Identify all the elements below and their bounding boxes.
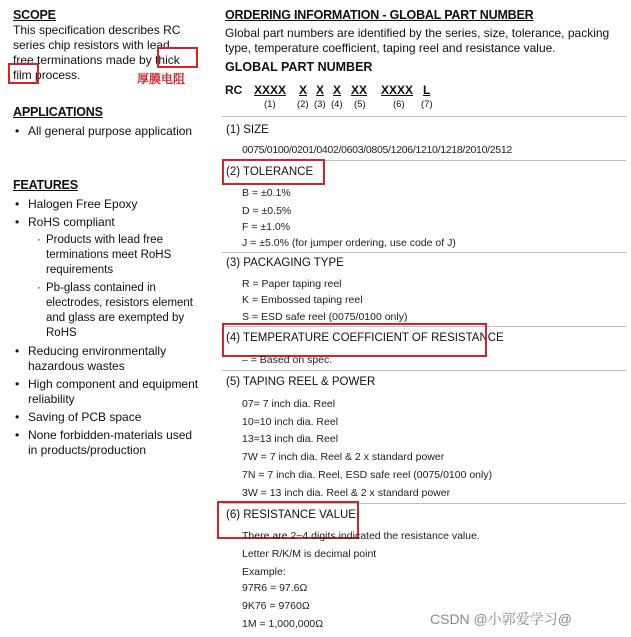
tolerance-item: B = ±0.1% (242, 187, 291, 199)
packaging-item: K = Embossed taping reel (242, 294, 363, 306)
reel-item: 07= 7 inch dia. Reel (242, 398, 336, 410)
sub-list (36, 233, 203, 341)
reel-item: 10=10 inch dia. Reel (242, 416, 339, 428)
pn-label: (2) (297, 99, 309, 110)
resistance-item: 1M = 1,000,000Ω (242, 618, 324, 630)
list-item: · Products with lead free terminations meet RoHS requirements (36, 233, 203, 278)
section-title-resistance: (6) RESISTANCE VALUE (226, 509, 356, 521)
list-item: • Halogen Free Epoxy (13, 197, 203, 212)
scope-word-film: film (13, 68, 32, 82)
resistance-item: 9K76 = 9760Ω (242, 600, 310, 612)
divider (222, 116, 626, 117)
section-title-size: (1) SIZE (226, 124, 269, 136)
scope-heading: SCOPE (13, 8, 56, 22)
tolerance-item: J = ±5.0% (for jumper ordering, use code of J) (242, 237, 456, 249)
divider (222, 370, 626, 371)
list-item: · Pb-glass contained in electrodes, resistors element and glass are exempted by RoHS (36, 281, 203, 341)
resistance-item: 97R6 = 97.6Ω (242, 582, 308, 594)
ordering-heading: ORDERING INFORMATION - GLOBAL PART NUMBER (225, 8, 534, 22)
pn-code: XX (351, 83, 368, 97)
resistance-item: There are 2~4 digits indicated the resistance value. (242, 530, 480, 542)
pn-code: XXXX (254, 83, 287, 97)
features-heading: FEATURES (13, 178, 78, 192)
tolerance-item: D = ±0.5% (242, 205, 292, 217)
reel-item: 7W = 7 inch dia. Reel & 2 x standard power (242, 451, 445, 463)
features-list (13, 197, 203, 461)
gpn-heading: GLOBAL PART NUMBER (225, 60, 373, 74)
pn-label: (5) (354, 99, 366, 110)
pn-code: XXXX (381, 83, 414, 97)
section-title-tolerance: (2) TOLERANCE (226, 166, 314, 178)
resistance-item: Letter R/K/M is decimal point (242, 548, 377, 560)
pn-code: X (299, 83, 308, 97)
scope-line-part: process. (35, 68, 81, 82)
tolerance-item: F = ±1.0% (242, 221, 291, 233)
ordering-text: Global part numbers are identified by the series, size, tolerance, packing type, temperature coefficient, taping reel and resistance value. (225, 26, 610, 55)
scope-line: This specification describes RC (13, 23, 181, 37)
reel-item: 13=13 inch dia. Reel (242, 433, 339, 445)
list-item: • None forbidden-materials used in products/production (13, 428, 203, 458)
packaging-item: S = ESD safe reel (0075/0100 only) (242, 311, 408, 323)
tcr-item: – = Based on spec. (242, 354, 333, 366)
resistance-item: Example: (242, 566, 286, 578)
highlight-box-tolerance (222, 159, 325, 185)
pn-prefix: RC (225, 83, 243, 97)
list-item: • All general purpose application (13, 124, 213, 139)
watermark: CSDN @小郭爱学习@ (430, 611, 572, 627)
applications-list (13, 124, 213, 142)
scope-word-thick: thick (155, 53, 180, 67)
divider (222, 252, 626, 253)
scope-line-part: free terminations made by (13, 53, 152, 67)
list-item-label: RoHS compliant (28, 215, 115, 229)
highlight-box-thick (157, 47, 198, 68)
reel-item: 7N = 7 inch dia. Reel, ESD safe reel (0075/0100 only) (242, 469, 493, 481)
pn-code: L (423, 83, 431, 97)
packaging-item: R = Paper taping reel (242, 278, 342, 290)
list-item (13, 215, 203, 341)
reel-item: 3W = 13 inch dia. Reel & 2 x standard power (242, 487, 451, 499)
list-item: • Reducing environmentally hazardous wastes (13, 344, 203, 374)
highlight-box-tcr (222, 323, 487, 357)
pn-code: X (316, 83, 325, 97)
size-values: 0075/0100/0201/0402/0603/0805/1206/1210/1218/2010/2512 (242, 144, 512, 156)
pn-label: (7) (421, 99, 433, 110)
applications-heading: APPLICATIONS (13, 105, 103, 119)
chinese-annotation: 厚膜电阻 (137, 72, 186, 86)
highlight-box-film (8, 63, 39, 84)
section-title-reel: (5) TAPING REEL & POWER (226, 376, 376, 388)
pn-label: (3) (314, 99, 326, 110)
pn-code: X (333, 83, 342, 97)
section-title-tcr: (4) TEMPERATURE COEFFICIENT OF RESISTANCE (226, 332, 504, 344)
list-item: • High component and equipment reliability (13, 377, 203, 407)
pn-label: (1) (264, 99, 276, 110)
pn-label: (4) (331, 99, 343, 110)
pn-label: (6) (393, 99, 405, 110)
section-title-packaging: (3) PACKAGING TYPE (226, 257, 344, 269)
list-item: • Saving of PCB space (13, 410, 203, 425)
scope-line: series chip resistors with lead (13, 38, 170, 52)
